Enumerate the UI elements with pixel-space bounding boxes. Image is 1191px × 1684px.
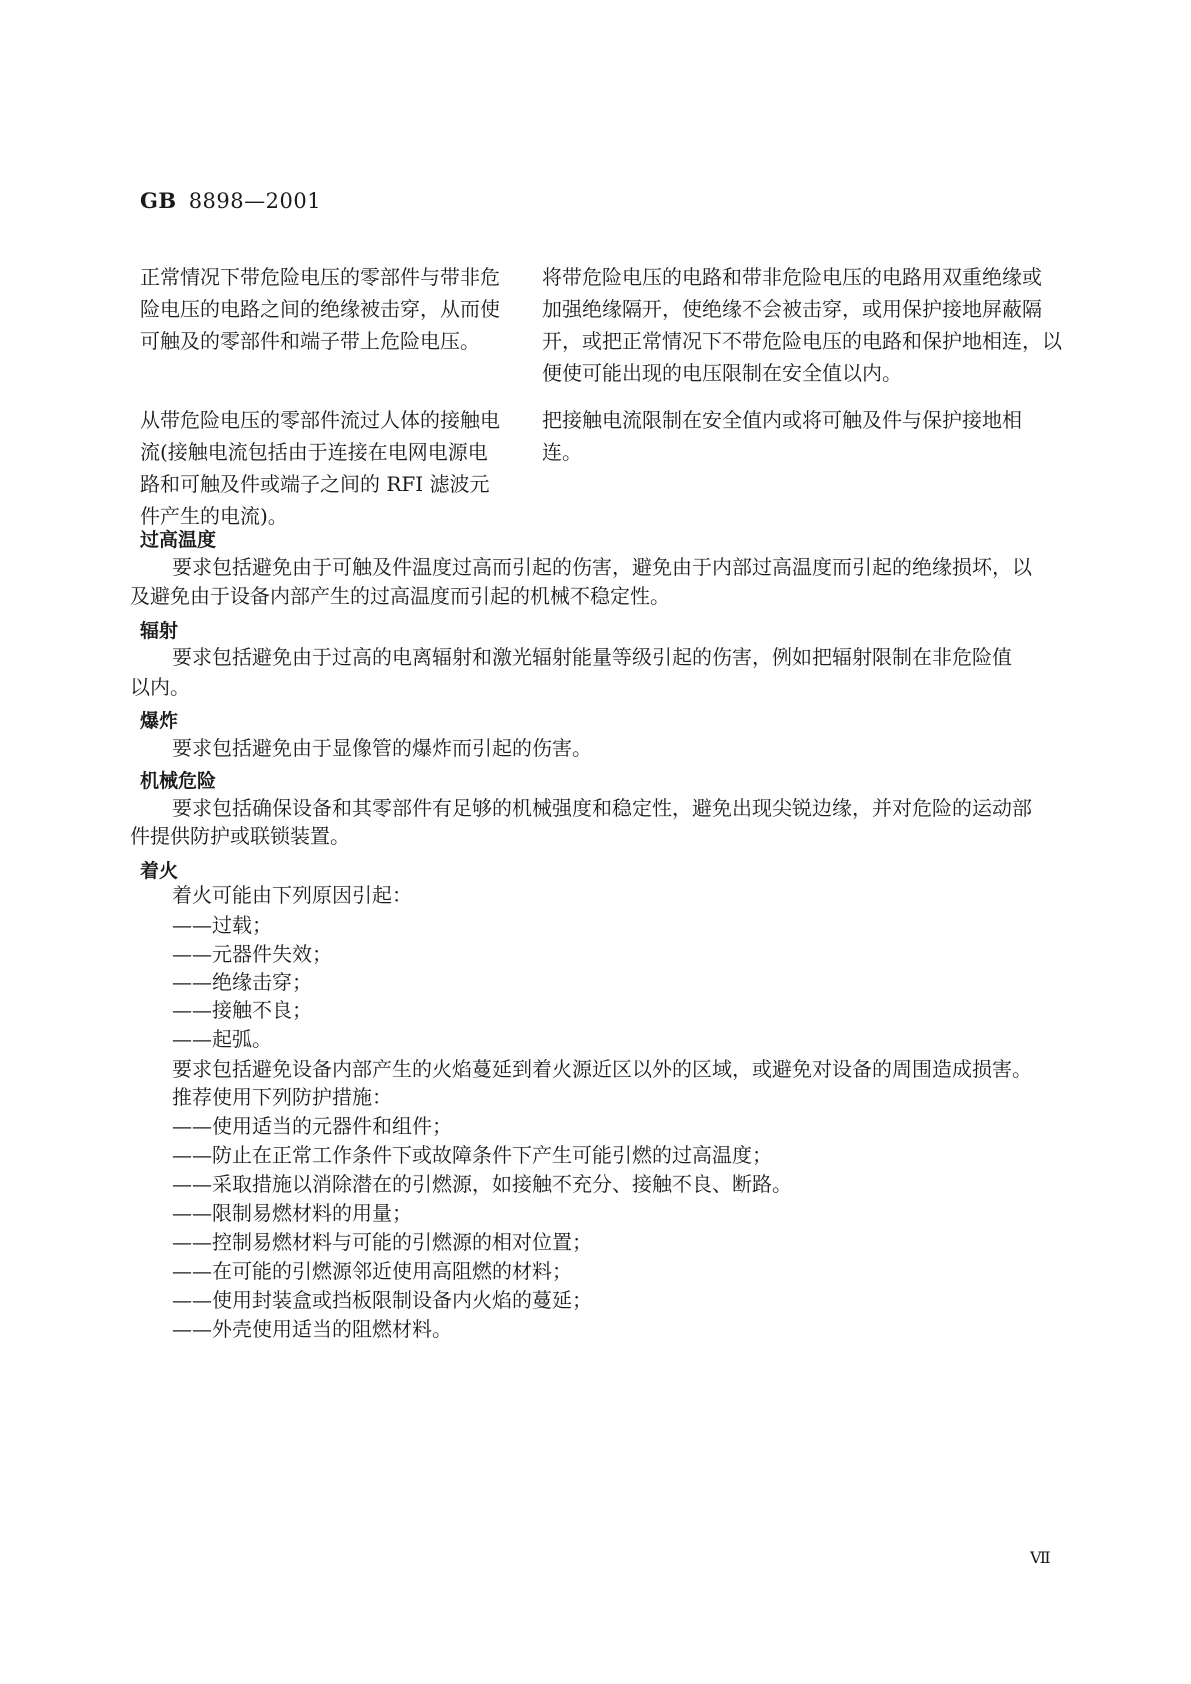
list-item: ——元器件失效； [172,942,332,966]
paragraph-line: 要求包括确保设备和其零部件有足够的机械强度和稳定性，避免出现尖锐边缘，并对危险的运动部 [172,796,1032,820]
paragraph-line: 要求包括避免由于过高的电离辐射和激光辐射能量等级引起的伤害，例如把辐射限制在非危险值 [172,645,1012,669]
hazard-line: 件产生的电流)。 [140,504,288,528]
hazard-line: 险电压的电路之间的绝缘被击穿，从而使 [140,297,500,321]
section-heading-mechanical: 机械危险 [140,770,217,792]
paragraph-line: 及避免由于设备内部产生的过高温度而引起的机械不稳定性。 [130,584,670,608]
measure-cell [542,404,1060,532]
measure-line: 将带危险电压的电路和带非危险电压的电路用双重绝缘或 [542,265,1042,289]
standard-prefix: GB [140,188,177,213]
list-item: ——使用封装盒或挡板限制设备内火焰的蔓延； [172,1288,592,1312]
hazard-line: 从带危险电压的零部件流过人体的接触电 [140,408,500,432]
list-item: ——接触不良； [172,998,312,1022]
paragraph-line: 着火可能由下列原因引起： [172,883,412,907]
paragraph-line: 要求包括避免由于可触及件温度过高而引起的伤害，避免由于内部过高温度而引起的绝缘损坏，以 [172,555,1032,579]
hazard-line: 可触及的零部件和端子带上危险电压。 [140,329,480,353]
paragraph-line: 件提供防护或联锁装置。 [130,824,350,848]
section-heading-fire: 着火 [140,860,179,882]
measure-line: 把接触电流限制在安全值内或将可触及件与保护接地相 [542,408,1022,432]
section-heading-explosion: 爆炸 [140,710,179,732]
hazard-line: 正常情况下带危险电压的零部件与带非危 [140,265,500,289]
hazard-cell [140,404,512,532]
risk-table-row [140,261,1060,389]
list-item: ——使用适当的元器件和组件； [172,1114,452,1138]
measure-line: 开，或把正常情况下不带危险电压的电路和保护地相连，以 [542,329,1062,353]
list-item: ——绝缘击穿； [172,970,312,994]
measure-line: 加强绝缘隔开，使绝缘不会被击穿，或用保护接地屏蔽隔 [542,297,1042,321]
list-item: ——在可能的引燃源邻近使用高阻燃的材料； [172,1259,572,1283]
section-heading-overheat: 过高温度 [140,529,217,551]
paragraph-line: 要求包括避免设备内部产生的火焰蔓延到着火源近区以外的区域，或避免对设备的周围造成损害。 [172,1057,1032,1081]
list-item: ——过载； [172,913,272,937]
paragraph-line: 以内。 [130,675,190,699]
hazard-line: 路和可触及件或端子之间的 RFI 滤波元 [140,472,490,496]
hazard-line: 流(接触电流包括由于连接在电网电源电 [140,440,488,464]
risk-table-row [140,404,1060,532]
list-item: ——外壳使用适当的阻燃材料。 [172,1317,452,1341]
hazard-cell [140,261,512,389]
list-item: ——控制易燃材料与可能的引燃源的相对位置； [172,1230,592,1254]
page-number: Ⅶ [1030,1548,1051,1567]
paragraph-line: 要求包括避免由于显像管的爆炸而引起的伤害。 [172,736,592,760]
list-item: ——采取措施以消除潜在的引燃源，如接触不充分、接触不良、断路。 [172,1172,792,1196]
document-header [140,188,321,213]
list-item: ——起弧。 [172,1027,272,1051]
list-item: ——防止在正常工作条件下或故障条件下产生可能引燃的过高温度； [172,1143,772,1167]
standard-number: 8898—2001 [188,189,322,213]
measure-line: 便使可能出现的电压限制在安全值以内。 [542,361,902,385]
measure-cell [542,261,1060,389]
section-heading-radiation: 辐射 [140,620,179,642]
list-item: ——限制易燃材料的用量； [172,1201,412,1225]
paragraph-line: 推荐使用下列防护措施： [172,1085,392,1109]
measure-line: 连。 [542,440,582,464]
